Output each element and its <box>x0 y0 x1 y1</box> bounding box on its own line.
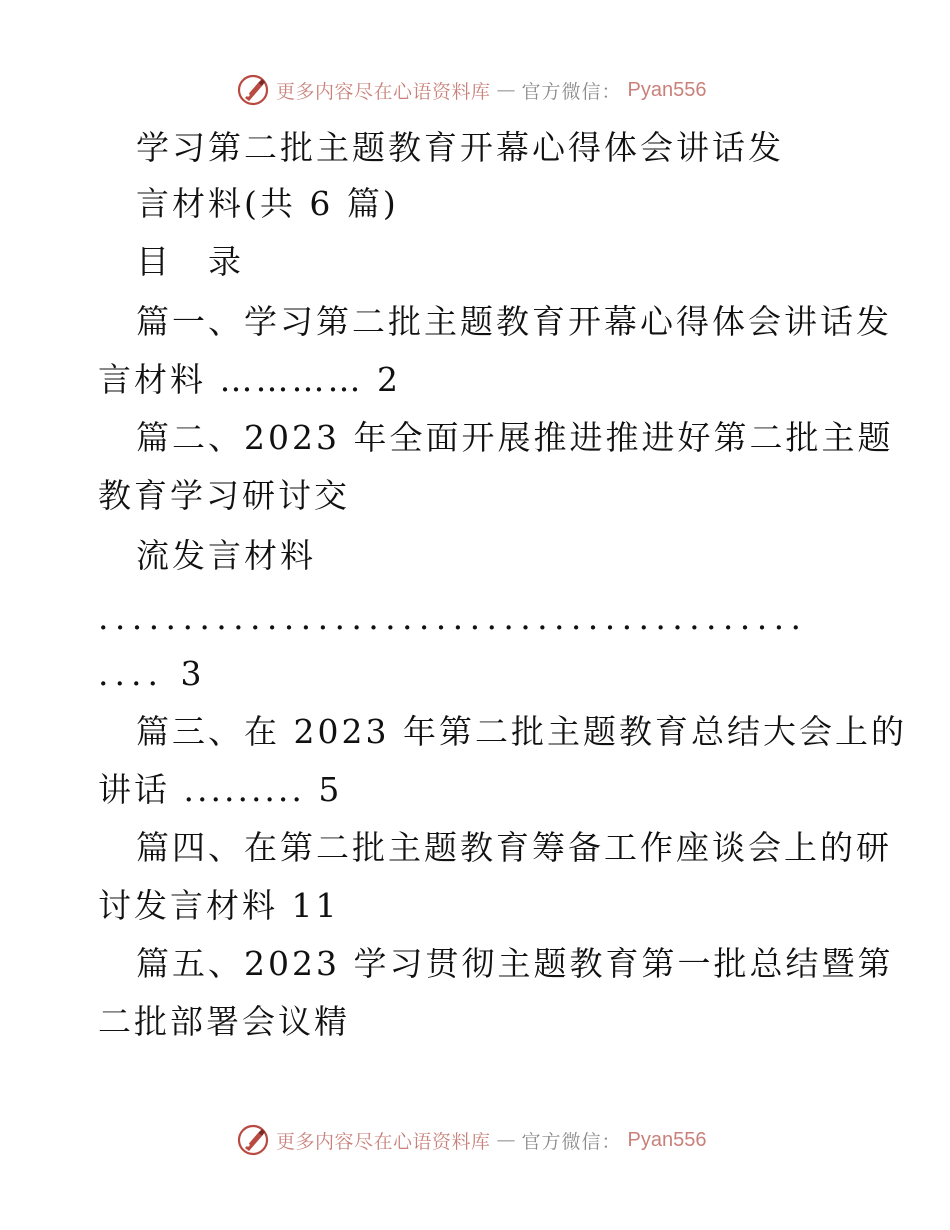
footer-watermark <box>236 1122 707 1158</box>
toc-item-5-line-1: 篇五、2023 学习贯彻主题教育第一批总结暨第 <box>136 944 894 983</box>
watermark-separator: — <box>496 1129 516 1151</box>
toc-item-1-line-2: 言材料 ………… 2 <box>98 360 401 399</box>
toc-item-2-line-2: 教育学习研讨交 <box>98 476 350 515</box>
watermark-wechat-id: Pyan556 <box>627 78 707 101</box>
pen-logo-icon <box>236 73 270 107</box>
toc-item-4-line-2: 讨发言材料 11 <box>98 886 340 925</box>
watermark-wechat-label: 官方微信： <box>521 1130 622 1153</box>
header-watermark <box>236 72 707 108</box>
toc-item-1-line-1: 篇一、学习第二批主题教育开幕心得体会讲话发 <box>136 302 892 341</box>
toc-item-2-line-3: 流发言材料 <box>136 536 316 575</box>
toc-item-3-line-2: 讲话 ......... 5 <box>98 770 343 809</box>
watermark-wechat-id: Pyan556 <box>627 1128 707 1151</box>
watermark-wechat-label: 官方微信： <box>521 80 622 103</box>
toc-item-4-line-1: 篇四、在第二批主题教育筹备工作座谈会上的研 <box>136 828 892 867</box>
watermark-separator: — <box>496 79 516 101</box>
document-title-line-2: 言材料(共 6 篇) <box>136 184 399 223</box>
toc-item-2-page: .... 3 <box>98 654 208 693</box>
document-title-line-1: 学习第二批主题教育开幕心得体会讲话发 <box>136 128 784 167</box>
toc-heading: 目 录 <box>136 242 244 281</box>
pen-logo-icon <box>236 1123 270 1157</box>
watermark-site-text: 更多内容尽在心语资料库 <box>276 80 491 103</box>
toc-item-2-line-1: 篇二、2023 年全面开展推进推进好第二批主题 <box>136 418 894 457</box>
toc-item-3-line-1: 篇三、在 2023 年第二批主题教育总结大会上的 <box>136 712 907 751</box>
watermark-site-text: 更多内容尽在心语资料库 <box>276 1130 491 1153</box>
toc-item-5-line-2: 二批部署会议精 <box>98 1002 350 1041</box>
toc-item-2-leader-dots: .......................................... <box>98 598 808 637</box>
